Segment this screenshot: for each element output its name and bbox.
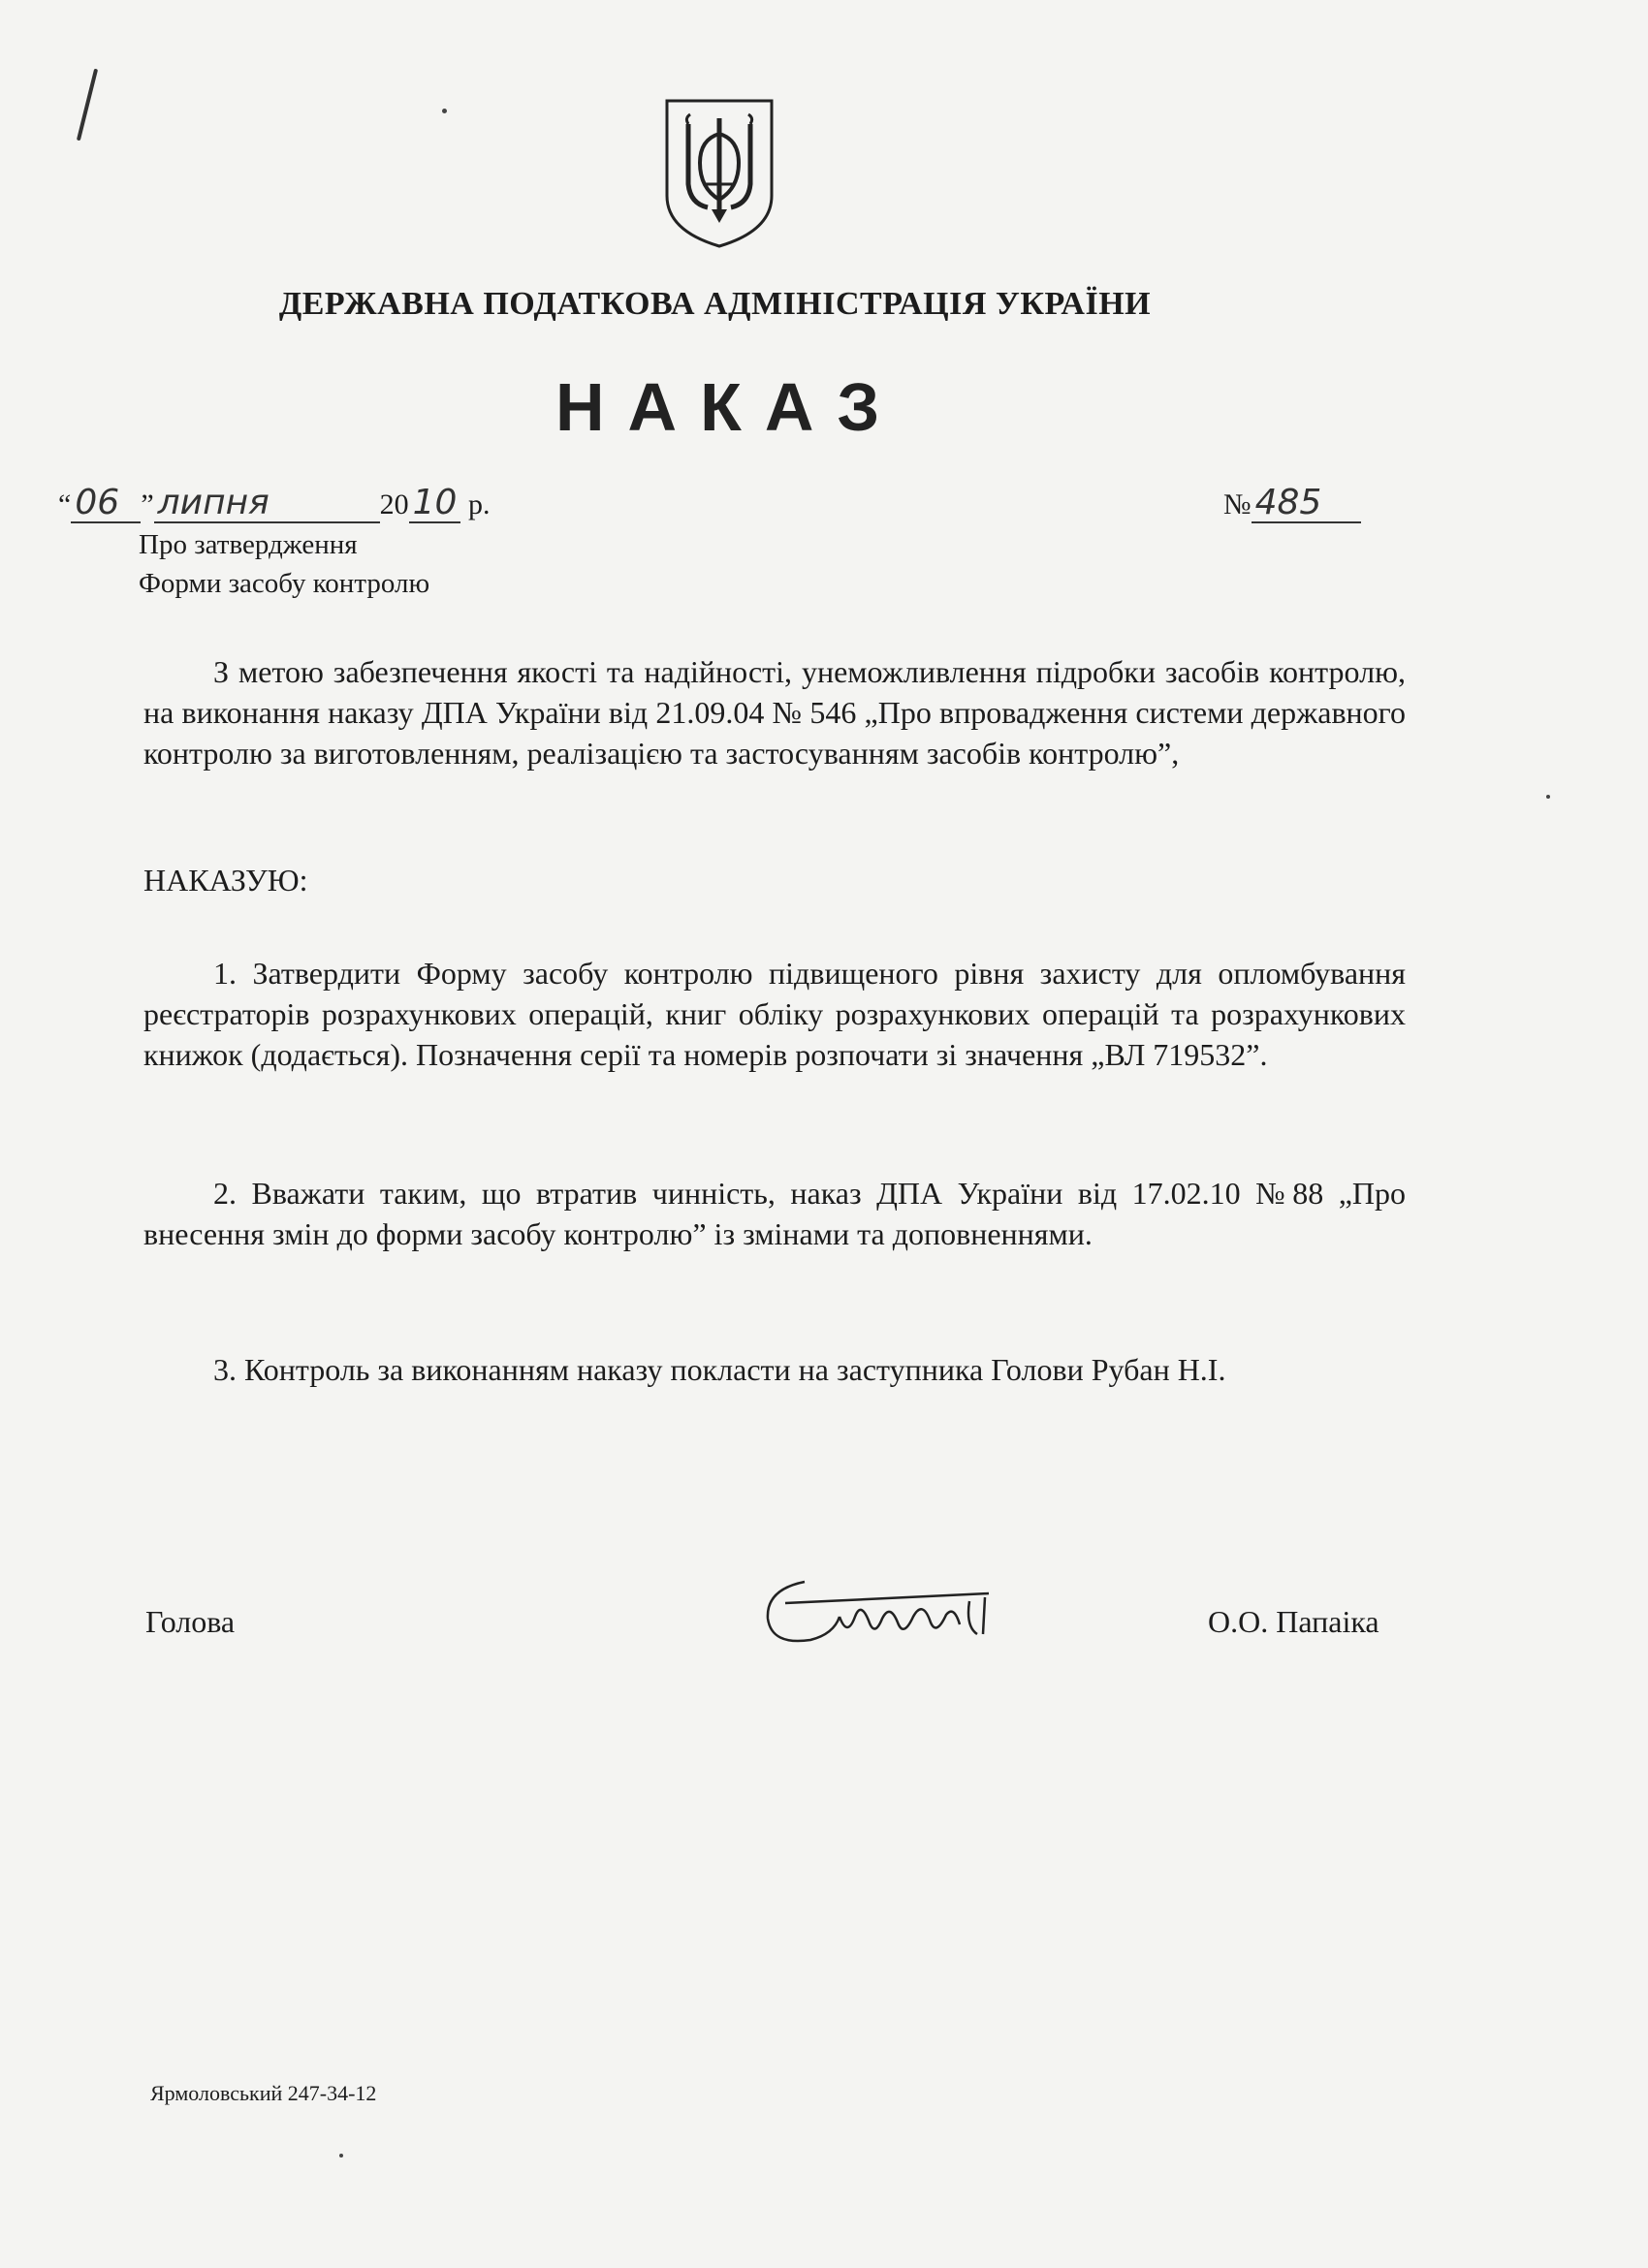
date-month: липня	[154, 485, 380, 523]
signatory-name: О.О. Папаіка	[1208, 1604, 1379, 1639]
date-year-prefix: 20	[379, 488, 409, 520]
signatory-title: Голова	[145, 1604, 236, 1639]
order-item-1: 1. Затвердити Форму засобу контролю підвищеного рівня захисту для опломбування реєстраторів розрахункових операцій, книг обліку розрахункових операцій та розрахункових книжок (додається). Позначення серії та номерів розпочати зі значення „ВЛ 719532”.	[143, 956, 1406, 1072]
executor-note: Ярмоловський 247-34-12	[150, 2081, 377, 2105]
date-quote-close: ”	[141, 488, 154, 520]
handwritten-corner-mark	[77, 69, 98, 142]
date-quote-open: “	[58, 488, 72, 520]
agency-heading: ДЕРЖАВНА ПОДАТКОВА АДМІНІСТРАЦІЯ УКРАЇНИ	[278, 286, 1152, 322]
preamble-paragraph: З метою забезпечення якості та надійності, унеможливлення підробки засобів контролю, на виконання наказу ДПА України від 21.09.04 № 546 „Про впровадження системи державного контролю за виготовленням, реалізацією та застосуванням засобів контролю”,	[143, 654, 1406, 771]
order-number	[1223, 485, 1361, 523]
order-number-label: №	[1223, 488, 1252, 520]
order-date	[58, 485, 490, 523]
trident-coat-of-arms-icon	[661, 95, 777, 250]
command-word: НАКАЗУЮ:	[143, 863, 308, 898]
scan-speck	[442, 109, 447, 113]
order-number-value: 485	[1252, 485, 1361, 523]
handwritten-signature-icon	[746, 1570, 1037, 1657]
subject-line: Про затвердження	[139, 529, 358, 560]
order-subject	[139, 525, 429, 603]
order-item-3: 3. Контроль за виконанням наказу покласти на заступника Голови Рубан Н.І.	[213, 1352, 1226, 1387]
scan-speck	[1546, 795, 1550, 799]
date-day: 06	[71, 485, 141, 523]
order-item-2: 2. Вважати таким, що втратив чинність, наказ ДПА України від 17.02.10 №88 „Про внесення змін до форми засобу контролю” із змінами та доповненнями.	[143, 1176, 1406, 1251]
date-year-suffix: 10	[409, 485, 461, 523]
subject-line: Форми засобу контролю	[139, 568, 430, 599]
date-year-unit: р.	[467, 488, 491, 520]
scan-speck	[339, 2154, 343, 2158]
document-type-title: НАКАЗ	[555, 369, 903, 445]
